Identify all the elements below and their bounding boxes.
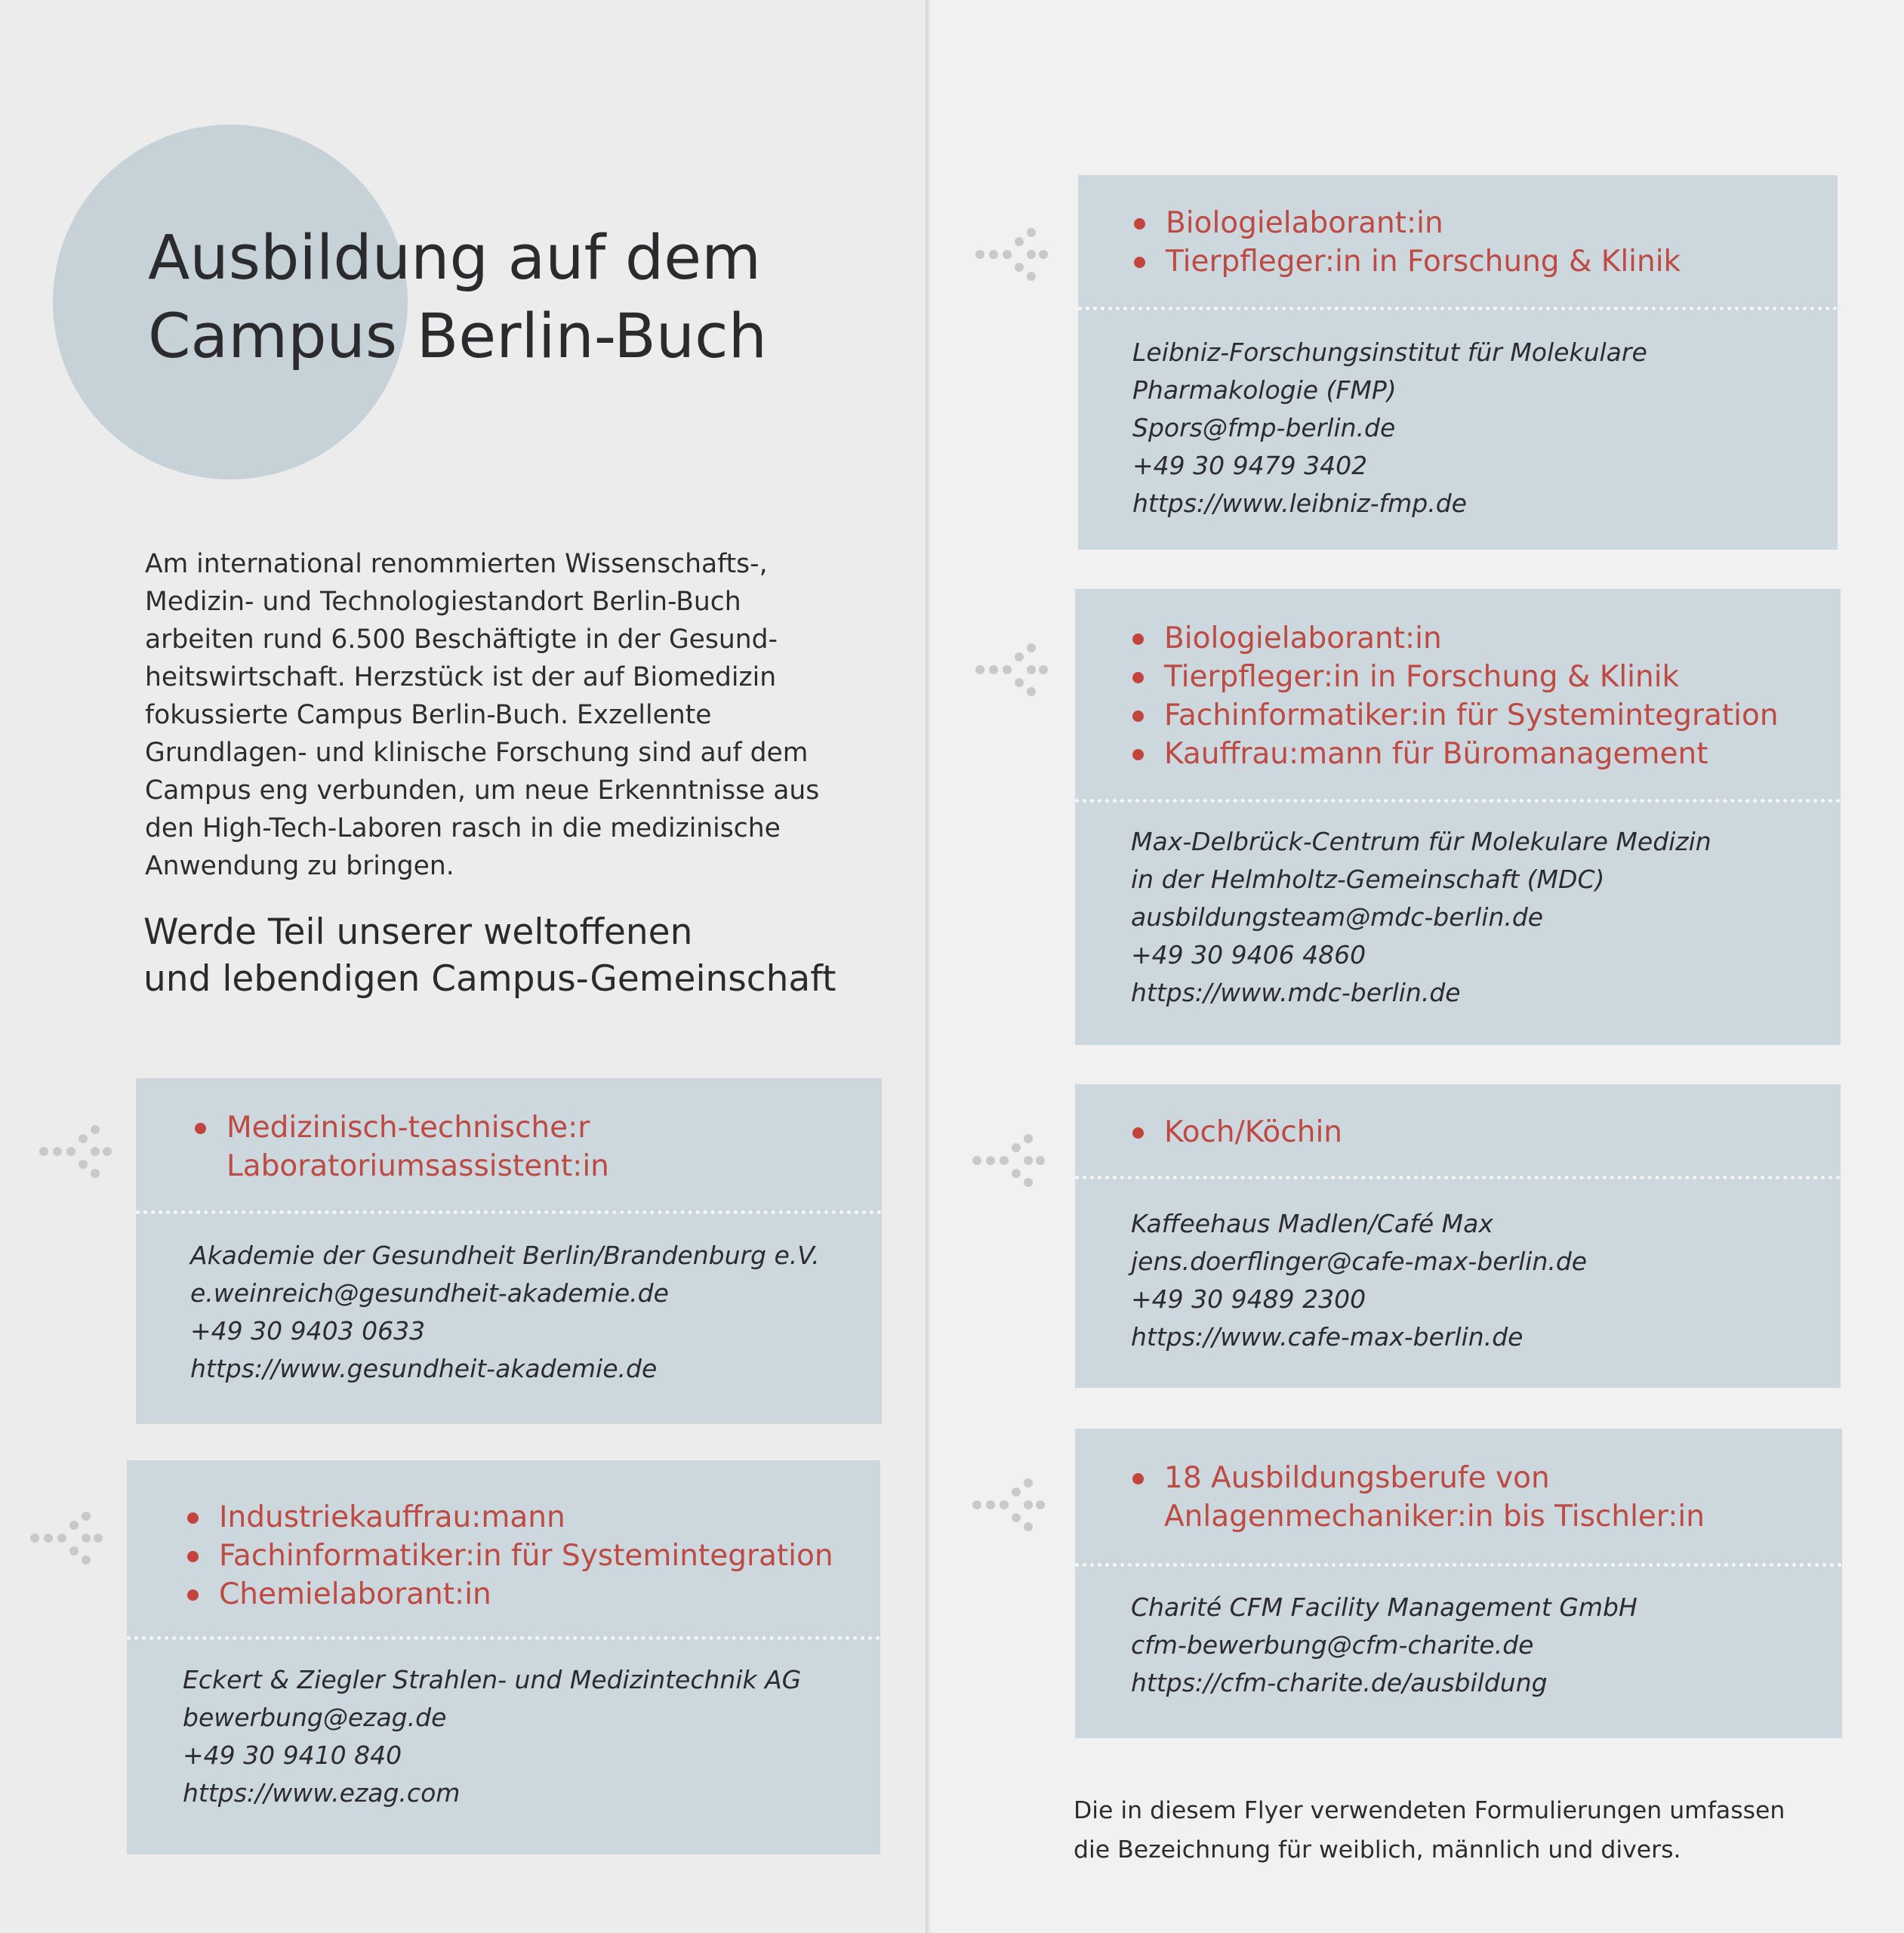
contact-org: in der Helmholtz-Gemeinschaft (MDC) xyxy=(1131,865,1605,894)
bullet-icon xyxy=(1132,1473,1144,1484)
contact-block xyxy=(1131,1205,1587,1356)
bullet-icon xyxy=(1132,634,1144,645)
dot-cluster-icon xyxy=(975,228,1051,281)
bullet-icon xyxy=(187,1551,199,1562)
contact-url: https://www.ezag.com xyxy=(183,1778,461,1808)
contact-email: ausbildungsteam@mdc-berlin.de xyxy=(1131,902,1544,932)
info-box-akademie xyxy=(136,1078,882,1424)
job-label: Medizinisch-technische:r Laboratoriumsassistent:in xyxy=(226,1111,609,1183)
info-box-mdc xyxy=(1075,589,1841,1045)
contact-org: Kaffeehaus Madlen/Café Max xyxy=(1131,1209,1493,1238)
job-item xyxy=(1164,1113,1342,1151)
job-list xyxy=(1164,1113,1342,1151)
title-line: Ausbildung auf dem xyxy=(148,223,762,294)
intro-text: Am international renommierten Wissenschafts-, Medizin- und Technologiestandort Berlin-Buch arbeiten rund 6.500 Beschäftigte in der Gesund- heitswirtschaft. Herzstück ist der auf Biomedizin fokussierte Campus Berlin-Buch. Exzellente Grundlagen- und klinische Forschung sind auf dem Campus eng verbunden, um neue Erkenntnisse aus den High-Tech-Laboren rasch in die medizinische Anwendung zu bringen. xyxy=(145,549,820,881)
job-item xyxy=(1164,658,1779,696)
bullet-icon xyxy=(1134,257,1145,268)
contact-phone: +49 30 9406 4860 xyxy=(1131,940,1366,970)
contact-org: Charité CFM Facility Management GmbH xyxy=(1131,1592,1638,1622)
job-label: Industriekauffrau:mann xyxy=(219,1500,565,1534)
contact-block xyxy=(183,1661,801,1812)
info-box-cafe xyxy=(1075,1084,1841,1388)
contact-url: https://www.leibniz-fmp.de xyxy=(1132,489,1467,518)
bullet-icon xyxy=(1134,218,1145,230)
dotted-divider xyxy=(1075,1563,1842,1567)
job-item xyxy=(1164,1459,1705,1536)
bullet-icon xyxy=(1132,711,1144,722)
contact-block xyxy=(1131,1589,1638,1702)
footnote-line: Die in diesem Flyer verwendeten Formulierungen umfassen xyxy=(1074,1797,1785,1824)
job-label: Chemielaborant:in xyxy=(219,1577,491,1611)
page-title xyxy=(148,219,767,376)
contact-phone: +49 30 9403 0633 xyxy=(190,1316,426,1346)
job-label: 18 Ausbildungsberufe von Anlagenmechaniker:in bis Tischler:in xyxy=(1164,1461,1705,1534)
job-item xyxy=(1164,696,1779,735)
bullet-icon xyxy=(1132,1127,1144,1139)
job-label: Tierpfleger:in in Forschung & Klinik xyxy=(1164,660,1680,694)
contact-phone: +49 30 9410 840 xyxy=(183,1740,402,1770)
info-box-cfm xyxy=(1075,1429,1842,1738)
contact-email: jens.doerflinger@cafe-max-berlin.de xyxy=(1131,1247,1588,1276)
info-box-fmp xyxy=(1078,175,1838,550)
dot-cluster-icon xyxy=(39,1125,115,1178)
dotted-divider xyxy=(1075,799,1841,803)
dotted-divider xyxy=(1078,307,1838,310)
title-line: Campus Berlin-Buch xyxy=(148,301,767,372)
job-item xyxy=(1166,204,1681,242)
bullet-icon xyxy=(195,1123,206,1134)
job-list xyxy=(1166,204,1681,281)
contact-org: Max-Delbrück-Centrum für Molekulare Medizin xyxy=(1131,827,1711,856)
dot-cluster-icon xyxy=(30,1512,106,1565)
info-box-ezag xyxy=(127,1460,880,1854)
job-label: Biologielaborant:in xyxy=(1164,621,1442,655)
contact-url: https://www.gesundheit-akademie.de xyxy=(190,1354,658,1383)
job-label: Fachinformatiker:in für Systemintegration xyxy=(219,1539,833,1573)
contact-org: Akademie der Gesundheit Berlin/Brandenburg e.V. xyxy=(190,1241,820,1270)
bullet-icon xyxy=(187,1512,199,1524)
contact-url: https://www.mdc-berlin.de xyxy=(1131,978,1461,1007)
job-list xyxy=(1164,1459,1705,1536)
contact-block xyxy=(1131,823,1711,1012)
contact-org: Pharmakologie (FMP) xyxy=(1132,375,1397,405)
footnote xyxy=(1074,1791,1785,1870)
contact-url: https://www.cafe-max-berlin.de xyxy=(1131,1322,1524,1352)
job-item xyxy=(1164,619,1779,658)
dot-cluster-icon xyxy=(972,1478,1048,1531)
job-list xyxy=(1164,619,1779,773)
dot-cluster-icon xyxy=(975,643,1051,696)
job-label: Tierpfleger:in in Forschung & Klinik xyxy=(1166,245,1681,279)
cta-line: und lebendigen Campus-Gemeinschaft xyxy=(143,958,836,1000)
contact-url: https://cfm-charite.de/ausbildung xyxy=(1131,1668,1548,1697)
job-list xyxy=(226,1108,609,1185)
contact-block xyxy=(190,1237,820,1388)
contact-email: bewerbung@ezag.de xyxy=(183,1703,447,1732)
job-item xyxy=(226,1108,609,1185)
job-label: Kauffrau:mann für Büromanagement xyxy=(1164,737,1708,771)
job-item xyxy=(1166,242,1681,281)
cta-line: Werde Teil unserer weltoffenen xyxy=(143,911,693,953)
call-to-action xyxy=(143,909,836,1003)
page-fold xyxy=(926,0,932,1933)
contact-email: Spors@fmp-berlin.de xyxy=(1132,413,1396,442)
job-item xyxy=(219,1575,833,1614)
job-item xyxy=(219,1537,833,1575)
job-item xyxy=(1164,735,1779,773)
footnote-line: die Bezeichnung für weiblich, männlich und divers. xyxy=(1074,1836,1681,1864)
job-label: Biologielaborant:in xyxy=(1166,206,1443,240)
contact-block xyxy=(1132,334,1647,523)
bullet-icon xyxy=(1132,749,1144,760)
dotted-divider xyxy=(136,1210,882,1214)
job-label: Fachinformatiker:in für Systemintegration xyxy=(1164,698,1779,732)
contact-org: Leibniz-Forschungsinstitut für Molekulare xyxy=(1132,338,1647,367)
contact-phone: +49 30 9489 2300 xyxy=(1131,1284,1366,1314)
dot-cluster-icon xyxy=(972,1134,1048,1187)
dotted-divider xyxy=(127,1636,880,1640)
dotted-divider xyxy=(1075,1176,1841,1179)
bullet-icon xyxy=(187,1589,199,1601)
job-list xyxy=(219,1498,833,1614)
contact-email: e.weinreich@gesundheit-akademie.de xyxy=(190,1278,669,1308)
contact-email: cfm-bewerbung@cfm-charite.de xyxy=(1131,1630,1534,1660)
job-item xyxy=(219,1498,833,1537)
job-label: Koch/Köchin xyxy=(1164,1115,1342,1149)
bullet-icon xyxy=(1132,672,1144,683)
contact-org: Eckert & Ziegler Strahlen- und Medizintechnik AG xyxy=(183,1665,802,1694)
contact-phone: +49 30 9479 3402 xyxy=(1132,451,1368,480)
